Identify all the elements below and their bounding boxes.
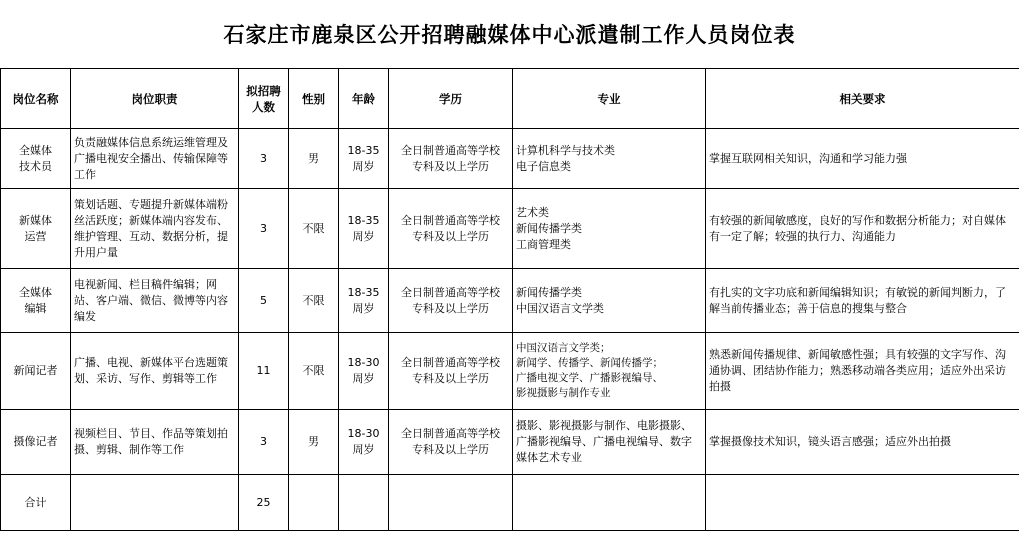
table-row [1, 333, 1019, 410]
total-label: 合计 [1, 475, 71, 531]
empty-cell [513, 475, 706, 531]
hiring-count: 3 [239, 129, 289, 189]
age-range: 18-35 周岁 [339, 129, 389, 189]
education: 全日制普通高等学校 专科及以上学历 [389, 410, 513, 475]
position-duties: 电视新闻、栏目稿件编辑；网站、客户端、微信、微博等内容编发 [71, 269, 239, 333]
position-name: 新闻记者 [1, 333, 71, 410]
table-row [1, 129, 1019, 189]
header-age: 年龄 [339, 69, 389, 129]
gender: 男 [289, 410, 339, 475]
education: 全日制普通高等学校 专科及以上学历 [389, 189, 513, 269]
empty-cell [339, 475, 389, 531]
header-gender: 性别 [289, 69, 339, 129]
positions-table [0, 68, 1019, 531]
empty-cell [389, 475, 513, 531]
requirements: 掌握互联网相关知识，沟通和学习能力强 [706, 129, 1019, 189]
header-duties: 岗位职责 [71, 69, 239, 129]
hiring-count: 11 [239, 333, 289, 410]
header-row [1, 69, 1019, 129]
position-name: 摄像记者 [1, 410, 71, 475]
hiring-count: 3 [239, 410, 289, 475]
hiring-count: 3 [239, 189, 289, 269]
hiring-count: 5 [239, 269, 289, 333]
position-name: 全媒体 技术员 [1, 129, 71, 189]
position-duties: 广播、电视、新媒体平台选题策划、采访、写作、剪辑等工作 [71, 333, 239, 410]
gender: 不限 [289, 189, 339, 269]
position-name: 全媒体 编辑 [1, 269, 71, 333]
requirements: 熟悉新闻传播规律、新闻敏感性强；具有较强的文字写作、沟通协调、团结协作能力；熟悉移动端各类应用；适应外出采访拍摄 [706, 333, 1019, 410]
header-major: 专业 [513, 69, 706, 129]
page-title: 石家庄市鹿泉区公开招聘融媒体中心派遣制工作人员岗位表 [0, 0, 1019, 69]
requirements: 有扎实的文字功底和新闻编辑知识；有敏锐的新闻判断力，了解当前传播业态；善于信息的搜集与整合 [706, 269, 1019, 333]
header-education: 学历 [389, 69, 513, 129]
gender: 男 [289, 129, 339, 189]
education: 全日制普通高等学校 专科及以上学历 [389, 129, 513, 189]
education: 全日制普通高等学校 专科及以上学历 [389, 333, 513, 410]
major: 摄影、影视摄影与制作、电影摄影、广播影视编导、广播电视编导、数字媒体艺术专业 [513, 410, 706, 475]
header-requirements: 相关要求 [706, 69, 1019, 129]
age-range: 18-30 周岁 [339, 333, 389, 410]
position-duties: 负责融媒体信息系统运维管理及广播电视安全播出、传输保障等工作 [71, 129, 239, 189]
requirements: 掌握摄像技术知识，镜头语言感强；适应外出拍摄 [706, 410, 1019, 475]
empty-cell [71, 475, 239, 531]
table-row [1, 410, 1019, 475]
header-count: 拟招聘 人数 [239, 69, 289, 129]
age-range: 18-30 周岁 [339, 410, 389, 475]
major: 新闻传播学类 中国汉语言文学类 [513, 269, 706, 333]
gender: 不限 [289, 333, 339, 410]
empty-cell [289, 475, 339, 531]
position-duties: 视频栏目、节目、作品等策划拍摄、剪辑、制作等工作 [71, 410, 239, 475]
education: 全日制普通高等学校 专科及以上学历 [389, 269, 513, 333]
major: 计算机科学与技术类 电子信息类 [513, 129, 706, 189]
empty-cell [706, 475, 1019, 531]
table-row [1, 189, 1019, 269]
major: 中国汉语言文学类； 新闻学、传播学、新闻传播学； 广播电视文学、广播影视编导、 影视摄影与制作专业 [513, 333, 706, 410]
requirements: 有较强的新闻敏感度，良好的写作和数据分析能力；对自媒体有一定了解；较强的执行力、沟通能力 [706, 189, 1019, 269]
position-name: 新媒体 运营 [1, 189, 71, 269]
header-position: 岗位名称 [1, 69, 71, 129]
age-range: 18-35 周岁 [339, 269, 389, 333]
gender: 不限 [289, 269, 339, 333]
major: 艺术类 新闻传播学类 工商管理类 [513, 189, 706, 269]
total-count: 25 [239, 475, 289, 531]
total-row [1, 475, 1019, 531]
position-duties: 策划话题、专题提升新媒体端粉丝活跃度；新媒体端内容发布、维护管理、互动、数据分析，提升用户量 [71, 189, 239, 269]
table-row [1, 269, 1019, 333]
age-range: 18-35 周岁 [339, 189, 389, 269]
